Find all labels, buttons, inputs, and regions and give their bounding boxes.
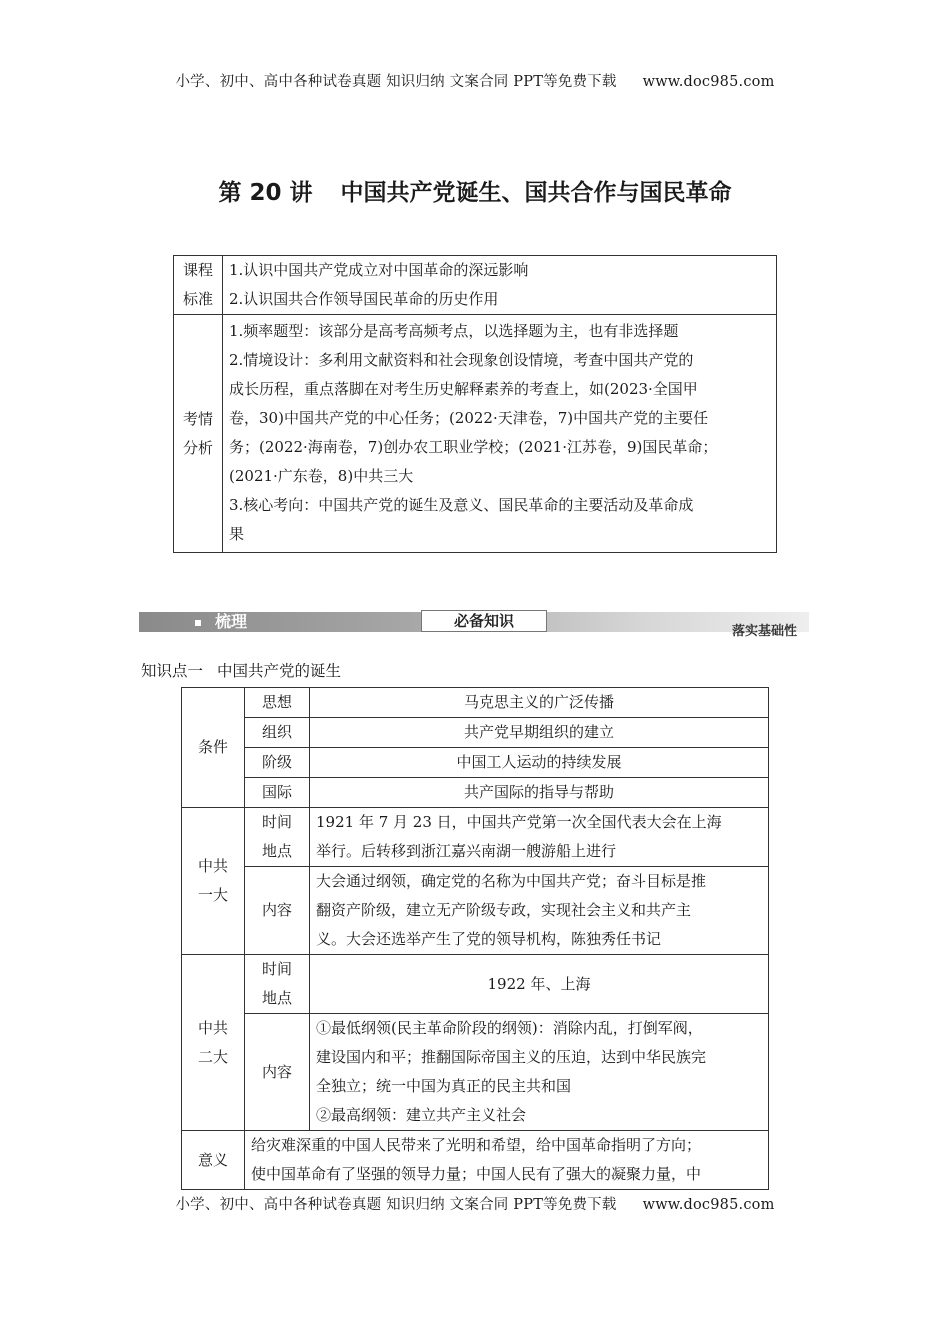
page-header (0, 70, 950, 91)
square-icon (195, 620, 201, 626)
time-place-label: 时间 地点 (245, 955, 310, 1014)
analysis-items: 1.频率题型：该部分是高考高频考点，以选择题为主，也有非选择题 2.情境设计：多利用文献资料和社会现象创设情境，考查中国共产党的 成长历程，重点落脚在对考生历史解释素养的考查上，如(2023·全国甲 卷，30)中国共产党的中心任务；(2022·天津卷，7)中国共产党的主要任 务；(2022·海南卷，7)创办农工职业学校；(2021·江苏卷，9)国民革命； (2021·广东卷，8)中共三大 3.核心考向：中国共产党的诞生及意义、国民革命的主要活动及革命成 果 (223, 315, 777, 553)
banner-mid: 必备知识 (421, 610, 547, 632)
row-value: 中国工人运动的持续发展 (310, 748, 769, 778)
time-place-label: 时间 地点 (245, 808, 310, 867)
row-value: 共产国际的指导与帮助 (310, 778, 769, 808)
first-congress-content: 大会通过纲领，确定党的名称为中国共产党；奋斗目标是推 翻资产阶级，建立无产阶级专政，实现社会主义和共产主 义。大会还选举产生了党的领导机构，陈独秀任书记 (310, 867, 769, 955)
row-value: 马克思主义的广泛传播 (310, 688, 769, 718)
standard-items: 1.认识中国共产党成立对中国革命的深远影响 2.认识国共合作领导国民革命的历史作用 (223, 256, 777, 315)
analysis-heading: 考情 分析 (174, 315, 223, 553)
condition-heading: 条件 (182, 688, 245, 808)
page-title (0, 174, 950, 207)
significance-text: 给灾难深重的中国人民带来了光明和希望，给中国革命指明了方向； 使中国革命有了坚强的领导力量；中国人民有了强大的凝聚力量，中 (245, 1131, 769, 1190)
lecture-title: 中国共产党诞生、国共合作与国民革命 (340, 180, 732, 206)
first-congress-time-place: 1921 年 7 月 23 日，中国共产党第一次全国代表大会在上海 举行。后转移到浙江嘉兴南湖一艘游船上进行 (310, 808, 769, 867)
banner-right: 落实基础性 (731, 624, 797, 639)
header-text: 小学、初中、高中各种试卷真题 知识归纳 文案合同 PPT等免费下载 (175, 74, 617, 90)
first-congress-heading: 中共 一大 (182, 808, 245, 955)
footer-text: 小学、初中、高中各种试卷真题 知识归纳 文案合同 PPT等免费下载 (175, 1197, 617, 1213)
content-label: 内容 (245, 1014, 310, 1131)
footer-site: www.doc985.com (642, 1197, 775, 1213)
knowledge-table (181, 687, 769, 1190)
page-footer (0, 1193, 950, 1214)
second-congress-time-place: 1922 年、上海 (310, 955, 769, 1014)
curriculum-table (173, 255, 777, 553)
content-label: 内容 (245, 867, 310, 955)
second-congress-content: ①最低纲领(民主革命阶段的纲领)：消除内乱，打倒军阀， 建设国内和平；推翻国际帝国主义的压迫，达到中华民族完 全独立；统一中国为真正的民主共和国 ②最高纲领：建立共产主义社会 (310, 1014, 769, 1131)
standard-heading: 课程 标准 (174, 256, 223, 315)
header-site: www.doc985.com (642, 74, 775, 90)
knowledge-point-heading: 知识点一 中国共产党的诞生 (141, 662, 342, 680)
row-key: 思想 (245, 688, 310, 718)
row-key: 组织 (245, 718, 310, 748)
banner-left: 梳理 (195, 612, 337, 632)
row-value: 共产党早期组织的建立 (310, 718, 769, 748)
row-key: 国际 (245, 778, 310, 808)
section-banner (139, 609, 809, 639)
second-congress-heading: 中共 二大 (182, 955, 245, 1131)
row-key: 阶级 (245, 748, 310, 778)
lecture-number: 第 20 讲 (218, 180, 313, 206)
significance-heading: 意义 (182, 1131, 245, 1190)
